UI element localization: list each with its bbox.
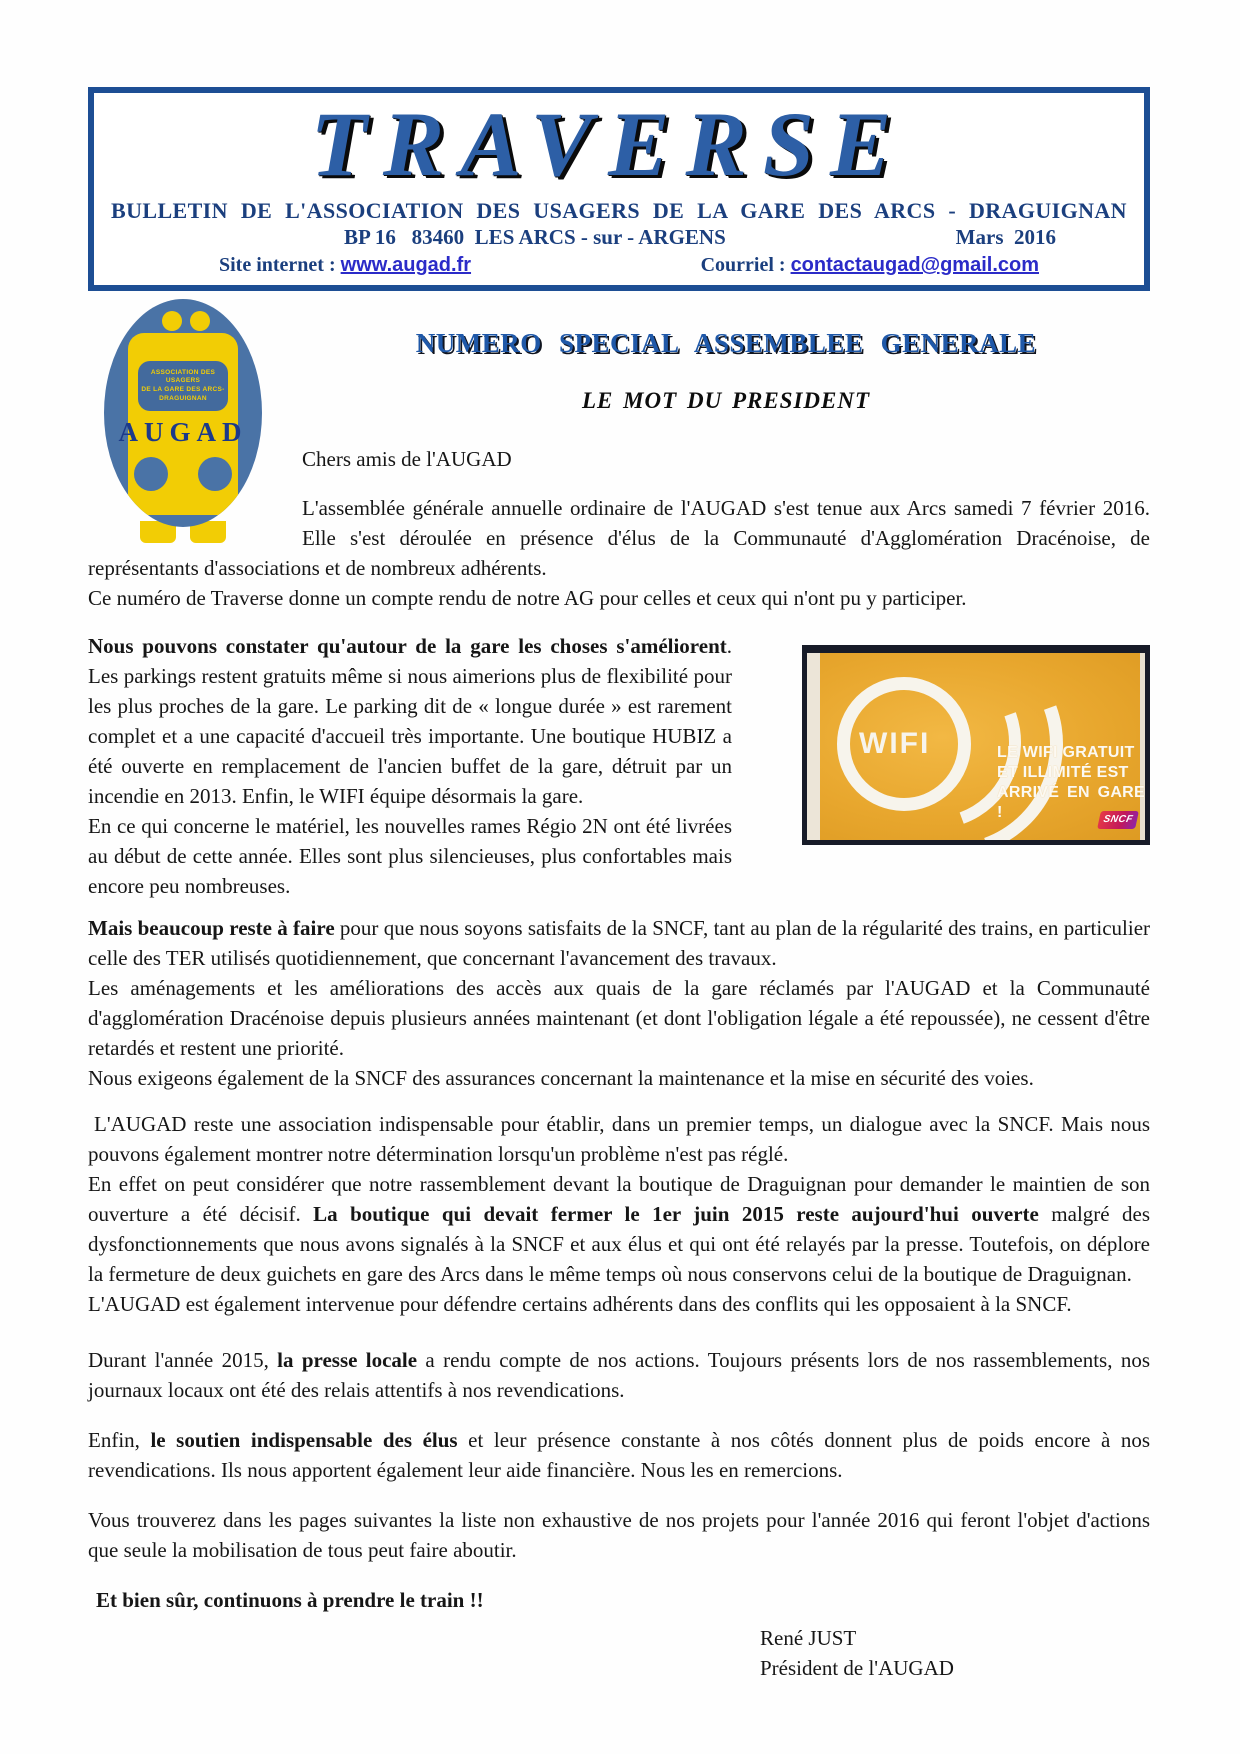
special-issue-heading: NUMERO SPECIAL ASSEMBLEE GENERALE <box>415 328 1037 358</box>
presidents-word-heading: LE MOT DU PRESIDENT <box>581 388 871 413</box>
augad-logo <box>104 299 266 545</box>
logo-org-name: DE LA GARE DES ARCS- <box>141 386 225 393</box>
wifi-caption-line: ARRIVÉ EN GARE ! <box>997 784 1145 821</box>
text-run-bold: le soutien indispensable des élus <box>150 1428 458 1452</box>
wifi-caption-line: ET ILLIMITÉ EST <box>997 764 1129 781</box>
wifi-logo-text: WIFI <box>859 727 931 760</box>
text-run: En ce qui concerne le matériel, les nouvelles rames Régio 2N ont été livrées au début de cette année. Elles sont plus silencieuses, plus confortables mais encore peu nombreuses. <box>88 814 732 898</box>
train-windshield <box>138 361 228 411</box>
text-run: pour que nous soyons satisfaits de la SNCF, tant au plan de la régularité des trains, en particulier celle des TER utilisés quotidiennement, que concernant l'avancement des travaux. <box>88 916 1151 970</box>
website-link[interactable]: www.augad.fr <box>340 254 472 277</box>
signature-name: René JUST <box>760 1626 857 1650</box>
train-roof-light-icon <box>162 311 182 331</box>
text-run-bold: La boutique qui devait fermer le 1er juin 2015 reste aujourd'hui ouverte <box>313 1202 1039 1226</box>
association-address: BP 16 83460 LES ARCS - sur - ARGENS <box>344 225 726 250</box>
text-run: Durant l'année 2015, <box>88 1348 278 1372</box>
text-run: Nous exigeons également de la SNCF des assurances concernant la maintenance et la mise en sécurité des voies. <box>88 1066 1034 1090</box>
masthead-address-row <box>94 224 1144 251</box>
text-run: et leur présence constante à nos côtés donnent plus de poids encore à nos revendications. Ils nous apportent également leur aide financière. Nous les en remercions. <box>88 1428 1151 1482</box>
logo-org-name: DRAGUIGNAN <box>159 395 207 402</box>
wifi-poster-photo <box>802 645 1150 845</box>
masthead-links-row <box>94 251 1144 280</box>
paragraph-association-role <box>88 1109 1150 1319</box>
email-link[interactable]: contactaugad@gmail.com <box>790 254 1039 277</box>
paragraph-press <box>88 1345 1150 1405</box>
paragraph-improvements <box>88 631 1150 901</box>
closing-line: Et bien sûr, continuons à prendre le train !! <box>96 1588 484 1612</box>
text-run: L'AUGAD est également intervenue pour défendre certains adhérents dans des conflits qui les opposaient à la SNCF. <box>88 1292 1072 1316</box>
sncf-logo <box>1097 811 1139 829</box>
logo-org-name: ASSOCIATION DES USAGERS <box>150 369 216 384</box>
text-run-bold: Nous pouvons constater qu'autour de la gare les choses s'améliorent <box>88 634 727 658</box>
text-run: . Les parkings restent gratuits même si nous aimerions plus de flexibilité pour les plus proches de la gare. Le parking dit de « longue durée » est rarement complet et a une capacité d'accueil très importante. Une boutique HUBIZ a été ouverte en remplacement de l'ancien buffet de la gare, détruit par un incendie en 2013. Enfin, le WIFI équipe désormais la gare. <box>88 634 732 808</box>
text-run: Enfin, <box>88 1428 151 1452</box>
train-headlight-icon <box>198 457 232 491</box>
paragraph-intro: L'assemblée générale annuelle ordinaire de l'AUGAD s'est tenue aux Arcs samedi 7 février 2016. Elle s'est déroulée en présence d'élus de la Communauté d'Agglomération Dracénoise, de représentants d'associations et de nombreux adhérents. <box>88 496 1150 580</box>
paragraph-elected-officials <box>88 1425 1150 1485</box>
website-label: Site internet : <box>219 254 341 277</box>
train-roof-light-icon <box>190 311 210 331</box>
wifi-poster-screen <box>807 653 1145 840</box>
newsletter-subtitle: BULLETIN DE L'ASSOCIATION DES USAGERS DE LA GARE DES ARCS - DRAGUIGNAN <box>111 198 1127 224</box>
paragraph-projects-2016: Vous trouverez dans les pages suivantes la liste non exhaustive de nos projets pour l'année 2016 qui feront l'objet d'actions que seule la mobilisation de tous peut faire aboutir. <box>88 1508 1150 1562</box>
text-run-bold: la presse locale <box>277 1348 418 1372</box>
logo-acronym: AUGAD <box>118 417 248 447</box>
text-run: malgré des dysfonctionnements que nous avons signalés à la SNCF et aux élus et qui ont été relayés par la presse. Toutefois, on déplore la fermeture de deux guichets en gare des Arcs dans le même temps où nous conservons celui de la boutique de Draguignan. <box>88 1202 1151 1286</box>
masthead <box>88 87 1150 291</box>
train-headlight-icon <box>134 457 168 491</box>
paragraph-intro-2: Ce numéro de Traverse donne un compte rendu de notre AG pour celles et ceux qui n'ont pu y participer. <box>88 586 967 610</box>
signature-block <box>760 1623 1150 1683</box>
newsletter-title: TRAVERSE <box>310 93 908 195</box>
text-run: a rendu compte de nos actions. Toujours présents lors de nos rassemblements, nos journaux locaux ont été des relais attentifs à nos revendications. <box>88 1348 1150 1402</box>
wifi-caption-line: LE WIFI GRATUIT <box>997 744 1135 761</box>
email-group <box>701 251 1039 280</box>
paragraph-much-to-do <box>88 913 1150 1093</box>
text-run: En effet on peut considérer que notre rassemblement devant la boutique de Draguignan pour demander le maintien de son ouverture a été décisif. <box>88 1172 1150 1226</box>
website-group <box>219 251 471 280</box>
signature-title: Président de l'AUGAD <box>760 1656 954 1680</box>
email-label: Courriel : <box>700 254 791 277</box>
text-run-bold: Mais beaucoup reste à faire <box>88 916 335 940</box>
text-run: Les aménagements et les améliorations des accès aux quais de la gare réclamés par l'AUGAD et la Communauté d'agglomération Dracénoise depuis plusieurs années maintenant (et dont l'obligation légale a été repoussée), ne cessent d'être retardés et restent une priorité. <box>88 976 1150 1060</box>
sncf-logo-text: SNCF <box>1102 814 1134 825</box>
issue-date: Mars 2016 <box>955 225 1056 250</box>
salutation: Chers amis de l'AUGAD <box>302 447 512 471</box>
article-content <box>88 293 1150 1683</box>
poster-edge-stripe <box>807 653 820 840</box>
text-run: L'AUGAD reste une association indispensable pour établir, dans un premier temps, un dialogue avec la SNCF. Mais nous pouvons également montrer notre détermination lorsqu'un problème n'est pas réglé. <box>88 1112 1150 1166</box>
train-front-icon <box>104 299 262 527</box>
